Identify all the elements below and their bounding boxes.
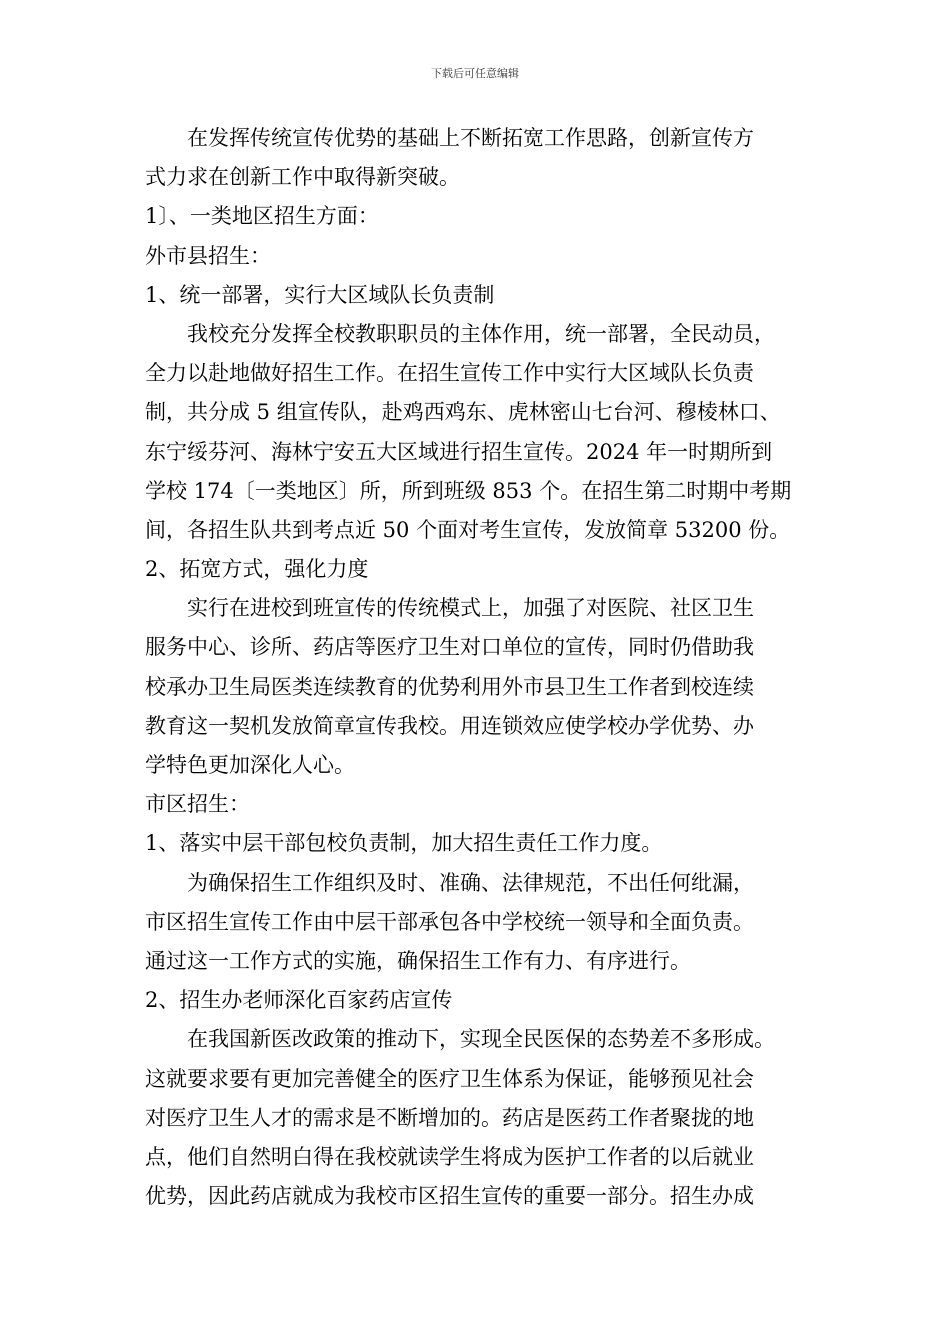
paragraph-line: 点，他们自然明白得在我校就读学生将成为医护工作者的以后就业 bbox=[145, 1144, 754, 1169]
paragraph-line: 学特色更加深化人心。 bbox=[145, 753, 355, 777]
page-header: 下载后可任意编辑 bbox=[431, 67, 519, 80]
paragraph-line: 实行在进校到班宣传的传统模式上，加强了对医院、社区卫生 bbox=[187, 596, 754, 621]
paragraph-line: 这就要求要有更加完善健全的医疗卫生体系为保证，能够预见社会 bbox=[145, 1066, 754, 1091]
paragraph-line: 通过这一工作方式的实施，确保招生工作有力、有序进行。 bbox=[145, 948, 691, 973]
paragraph-line: 在我国新医改政策的推动下，实现全民医保的态势差不多形成。 bbox=[187, 1027, 775, 1052]
paragraph-line: 教育这一契机发放简章宣传我校。用连锁效应使学校办学优势、办 bbox=[145, 713, 754, 738]
paragraph-line: 制，共分成 5 组宣传队，赴鸡西鸡东、虎林密山七台河、穆棱林口、 bbox=[145, 400, 781, 425]
paragraph-line: 校承办卫生局医类连续教育的优势利用外市县卫生工作者到校连续 bbox=[145, 674, 754, 699]
paragraph-line: 优势，因此药店就成为我校市区招生宣传的重要一部分。招生办成 bbox=[145, 1184, 754, 1209]
subsection-heading: 1、统一部署，实行大区域队长负责制 bbox=[145, 282, 495, 307]
paragraph-line: 全力以赴地做好招生工作。在招生宣传工作中实行大区域队长负责 bbox=[145, 361, 754, 386]
paragraph-line: 学校 174〔一类地区〕所，所到班级 853 个。在招生第二时期中考期 bbox=[145, 478, 792, 503]
section-heading: 市区招生： bbox=[145, 792, 250, 817]
paragraph-line: 我校充分发挥全校教职职员的主体作用，统一部署，全民动员， bbox=[187, 321, 775, 346]
paragraph-line: 式力求在创新工作中取得新突破。 bbox=[145, 165, 460, 190]
paragraph-line: 服务中心、诊所、药店等医疗卫生对口单位的宣传，同时仍借助我 bbox=[145, 635, 754, 660]
paragraph-line: 间，各招生队共到考点近 50 个面对考生宣传，发放简章 53200 份。 bbox=[145, 517, 791, 542]
paragraph-line: 为确保招生工作组织及时、准确、法律规范，不出任何纰漏， bbox=[187, 870, 754, 895]
subsection-heading: 2、招生办老师深化百家药店宣传 bbox=[145, 988, 453, 1013]
paragraph-line: 在发挥传统宣传优势的基础上不断拓宽工作思路，创新宣传方 bbox=[187, 126, 754, 150]
section-heading: 1〕、一类地区招生方面： bbox=[145, 204, 379, 229]
section-heading: 外市县招生： bbox=[145, 243, 271, 268]
subsection-heading: 1、落实中层干部包校负责制，加大招生责任工作力度。 bbox=[145, 831, 663, 856]
document-body bbox=[145, 119, 813, 1216]
subsection-heading: 2、拓宽方式，强化力度 bbox=[145, 557, 369, 582]
paragraph-line: 对医疗卫生人才的需求是不断增加的。药店是医药工作者聚拢的地 bbox=[145, 1105, 754, 1130]
paragraph-line: 市区招生宣传工作由中层干部承包各中学校统一领导和全面负责。 bbox=[145, 909, 754, 934]
paragraph-line: 东宁绥芬河、海林宁安五大区域进行招生宣传。2024 年一时期所到 bbox=[145, 439, 773, 464]
